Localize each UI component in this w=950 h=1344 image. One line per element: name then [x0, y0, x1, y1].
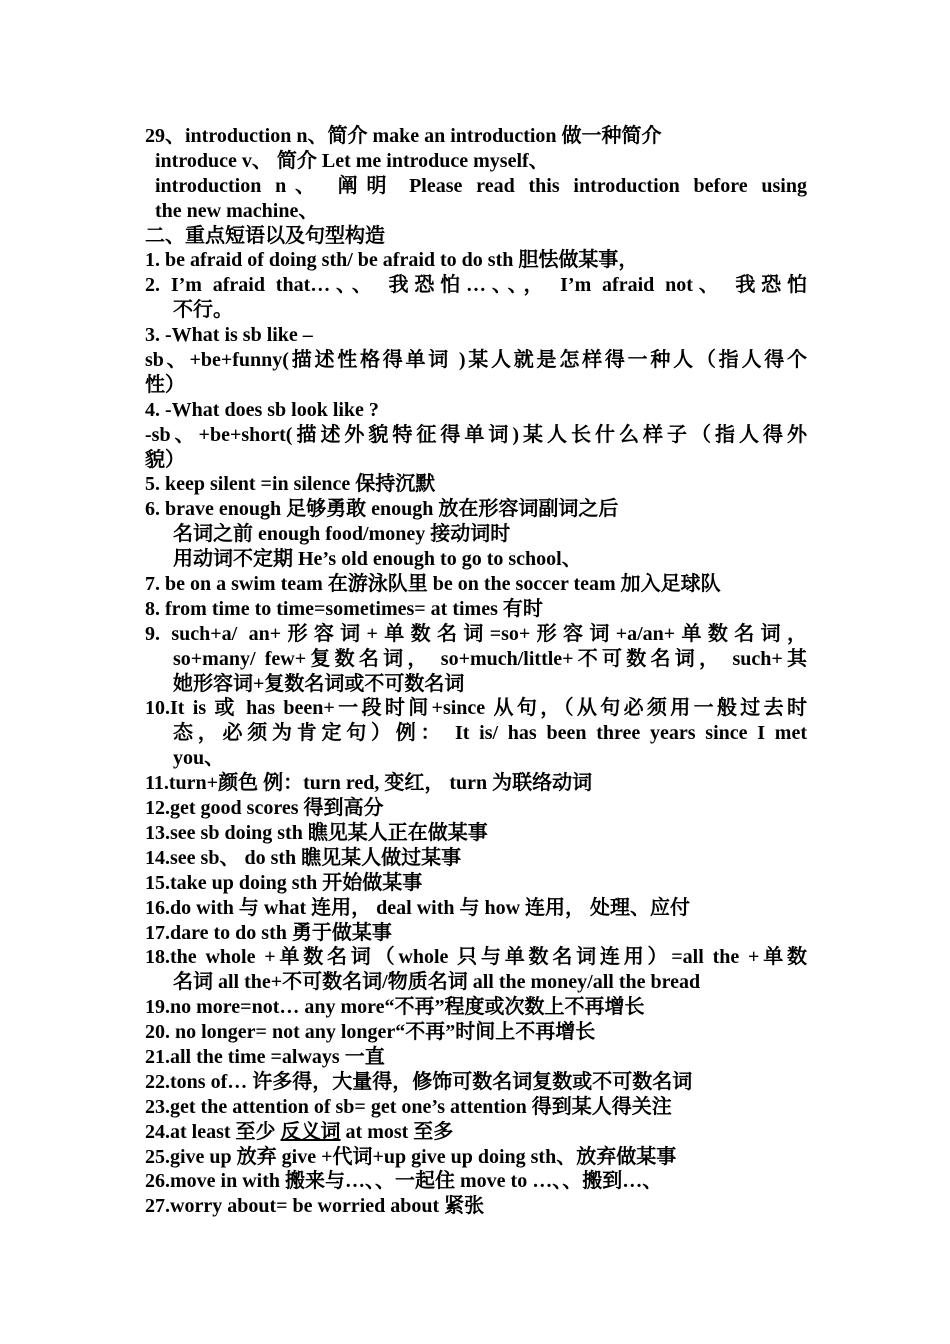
list-item-5: 5. keep silent =in silence 保持沉默 [145, 473, 436, 496]
list-item-3-answer: sb、+be+funny(描述性格得单词 )某人就是怎样得一种人（指人得个 [145, 349, 807, 372]
list-item-6-cont-2: 用动词不定期 He’s old enough to go to school、 [173, 548, 582, 571]
list-item-10-cont-1: 态，必须为肯定句）例： It is/ has been three years since I met [173, 722, 807, 745]
list-item-4-answer: -sb、+be+short(描述外貌特征得单词)某人长什么样子（指人得外 [145, 423, 807, 446]
list-item-12: 12.get good scores 得到高分 [145, 797, 384, 820]
list-item-11: 11.turn+颜色 例：turn red, 变红， turn 为联络动词 [145, 772, 593, 795]
list-item-18: 18.the whole +单数名词（whole 只与单数名词连用）=all the +单数 [145, 946, 807, 969]
list-item-18-cont: 名词 all the+不可数名词/物质名词 all the money/all the bread [173, 971, 701, 994]
list-item-17: 17.dare to do sth 勇于做某事 [145, 921, 392, 944]
text-line-introduce: introduce v、 简介 Let me introduce myself、 [155, 149, 549, 172]
list-item-6-cont-1: 名词之前 enough food/money 接动词时 [173, 523, 511, 546]
list-item-21: 21.all the time =always 一直 [145, 1045, 385, 1068]
list-item-13: 13.see sb doing sth 瞧见某人正在做某事 [145, 821, 488, 844]
list-item-24-part-b: at most 至多 [340, 1120, 454, 1143]
section-heading: 二、重点短语以及句型构造 [145, 224, 385, 247]
list-item-16: 16.do with 与 what 连用， deal with 与 how 连用， 处理、应付 [145, 896, 691, 919]
list-item-24-part-a: 24.at least 至少 [145, 1120, 281, 1143]
text-line-29: 29、introduction n、简介 make an introduction 做一种简介 [145, 125, 662, 147]
list-item-7: 7. be on a swim team 在游泳队里 be on the soccer team 加入足球队 [145, 573, 721, 596]
list-item-20: 20. no longer= not any longer“不再”时间上不再增长 [145, 1021, 596, 1044]
text-line-new-machine: the new machine、 [155, 199, 319, 222]
list-item-4: 4. -What does sb look like ? [145, 398, 379, 421]
list-item-10-cont-2: you、 [173, 747, 225, 770]
list-item-27: 27.worry about= be worried about 紧张 [145, 1195, 485, 1218]
list-item-8: 8. from time to time=sometimes= at times 有时 [145, 597, 543, 620]
list-item-9-cont-2: 她形容词+复数名词或不可数名词 [173, 672, 465, 695]
list-item-24 [145, 1120, 807, 1145]
list-item-2: 2. I’m afraid that…、、 我恐怕…、、， I’m afraid not、 我恐怕 [145, 274, 807, 297]
list-item-14: 14.see sb、 do sth 瞧见某人做过某事 [145, 846, 462, 869]
list-item-26: 26.move in with 搬来与…、、一起住 move to …、、搬到…、 [145, 1170, 663, 1193]
list-item-19: 19.no more=not… any more“不再”程度或次数上不再增长 [145, 996, 645, 1019]
text-line-introduction-explain: introduction n、 阐明 Please read this introduction before using [155, 174, 807, 197]
list-item-4-answer-cont: 貌） [145, 448, 185, 471]
list-item-3-answer-cont: 性） [145, 373, 185, 396]
underlined-antonym-label: 反义词 [280, 1120, 341, 1143]
list-item-10: 10.It is 或 has been+一段时间+since 从句，（从句必须用一般过去时 [145, 697, 807, 720]
list-item-25: 25.give up 放弃 give +代词+up give up doing sth、放弃做某事 [145, 1145, 677, 1168]
list-item-15: 15.take up doing sth 开始做某事 [145, 871, 423, 894]
list-item-6: 6. brave enough 足够勇敢 enough 放在形容词副词之后 [145, 498, 619, 521]
list-item-9: 9. such+a/ an+形容词+单数名词=so+形容词+a/an+单数名词， [145, 622, 807, 645]
list-item-3: 3. -What is sb like – [145, 324, 313, 347]
list-item-2-cont: 不行。 [173, 299, 233, 322]
document-page [145, 124, 807, 1219]
list-item-9-cont-1: so+many/ few+复数名词， so+much/little+不可数名词， such+其 [173, 647, 807, 670]
list-item-1: 1. be afraid of doing sth/ be afraid to do sth 胆怯做某事， [145, 249, 639, 272]
list-item-23: 23.get the attention of sb= get one’s attention 得到某人得关注 [145, 1095, 672, 1118]
list-item-22: 22.tons of… 许多得，大量得，修饰可数名词复数或不可数名词 [145, 1070, 693, 1093]
